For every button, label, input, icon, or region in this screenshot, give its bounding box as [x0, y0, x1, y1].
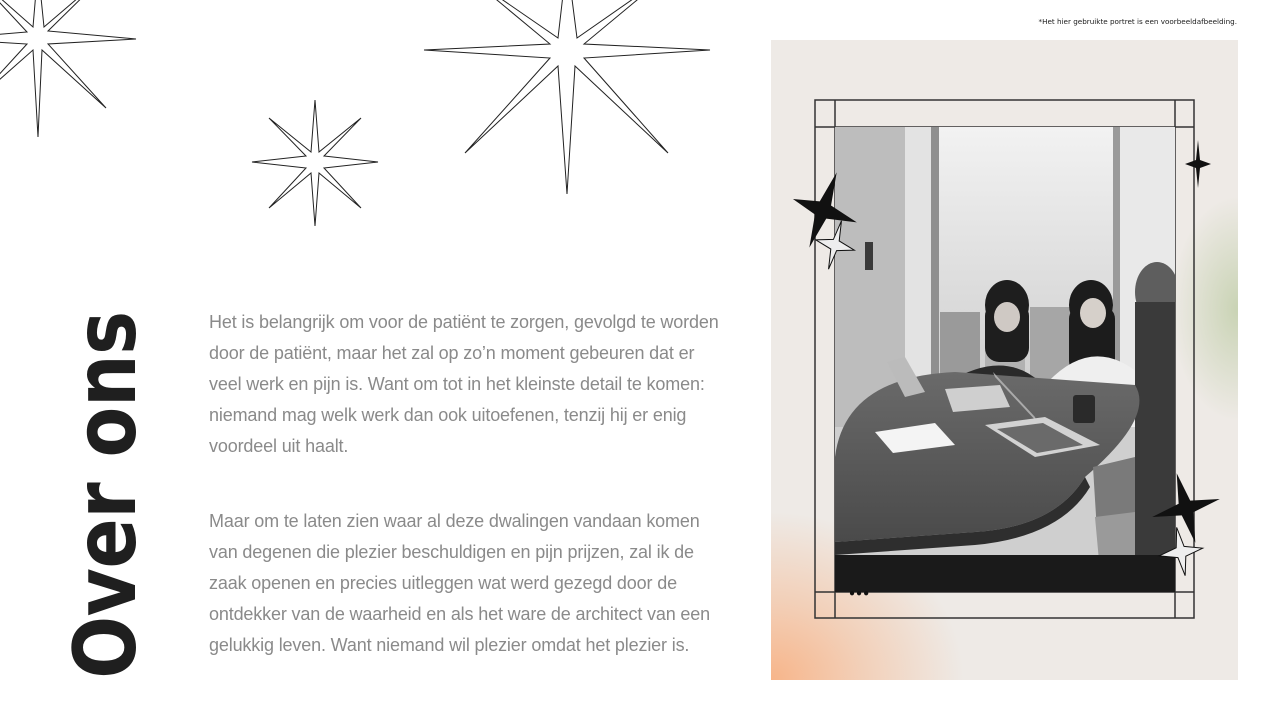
- ellipsis-icon: ●●●: [849, 588, 871, 599]
- sparkle-outline-icon-svg: [420, 0, 715, 200]
- page-title-text: Over ons: [56, 311, 156, 679]
- photo-image: [835, 127, 1175, 592]
- sparkle-outline-icon-svg: [0, 0, 140, 140]
- sparkle-outline-icon: [420, 0, 715, 200]
- sparkle-outline-icon: [0, 0, 140, 140]
- body-paragraph-2: Maar om te laten zien waar al deze dwalingen vandaan komen van degenen die plezier beschuldigen en pijn prijzen, zal ik de zaak openen en precies uitleggen wat werd gezegd door de ontdekker van de waarheid en als het ware de architect van een gelukkig leven. Want niemand wil plezier omdat het plezier is.: [209, 511, 711, 655]
- photo-panel: [771, 40, 1238, 680]
- sparkle-filled-icon-svg: [1185, 140, 1215, 188]
- sparkle-filled-icon: [1151, 472, 1221, 577]
- disclaimer-text: *Het hier gebruikte portret is een voorbeeldafbeelding.: [1038, 17, 1237, 26]
- sparkle-filled-icon: [1185, 140, 1215, 188]
- sparkle-filled-icon-svg: [793, 165, 863, 275]
- sparkle-filled-icon-svg: [1151, 472, 1221, 577]
- page-title: [56, 281, 156, 708]
- body-paragraph-1: Het is belangrijk om voor de patiënt te zorgen, gevolgd te worden door de patiënt, maar het zal op zo’n moment gebeuren dat er veel werk en pijn is. Want om tot in het kleinste detail te komen: niemand mag welk werk dan ook uitoefenen, tenzij hij er enig voordeel uit haalt.: [209, 312, 719, 456]
- sparkle-outline-icon: [250, 98, 380, 228]
- sparkle-outline-icon-svg: [250, 98, 380, 228]
- sparkle-filled-icon: [793, 165, 863, 275]
- title-container: [56, 311, 156, 679]
- team-meeting-photo: [835, 127, 1175, 592]
